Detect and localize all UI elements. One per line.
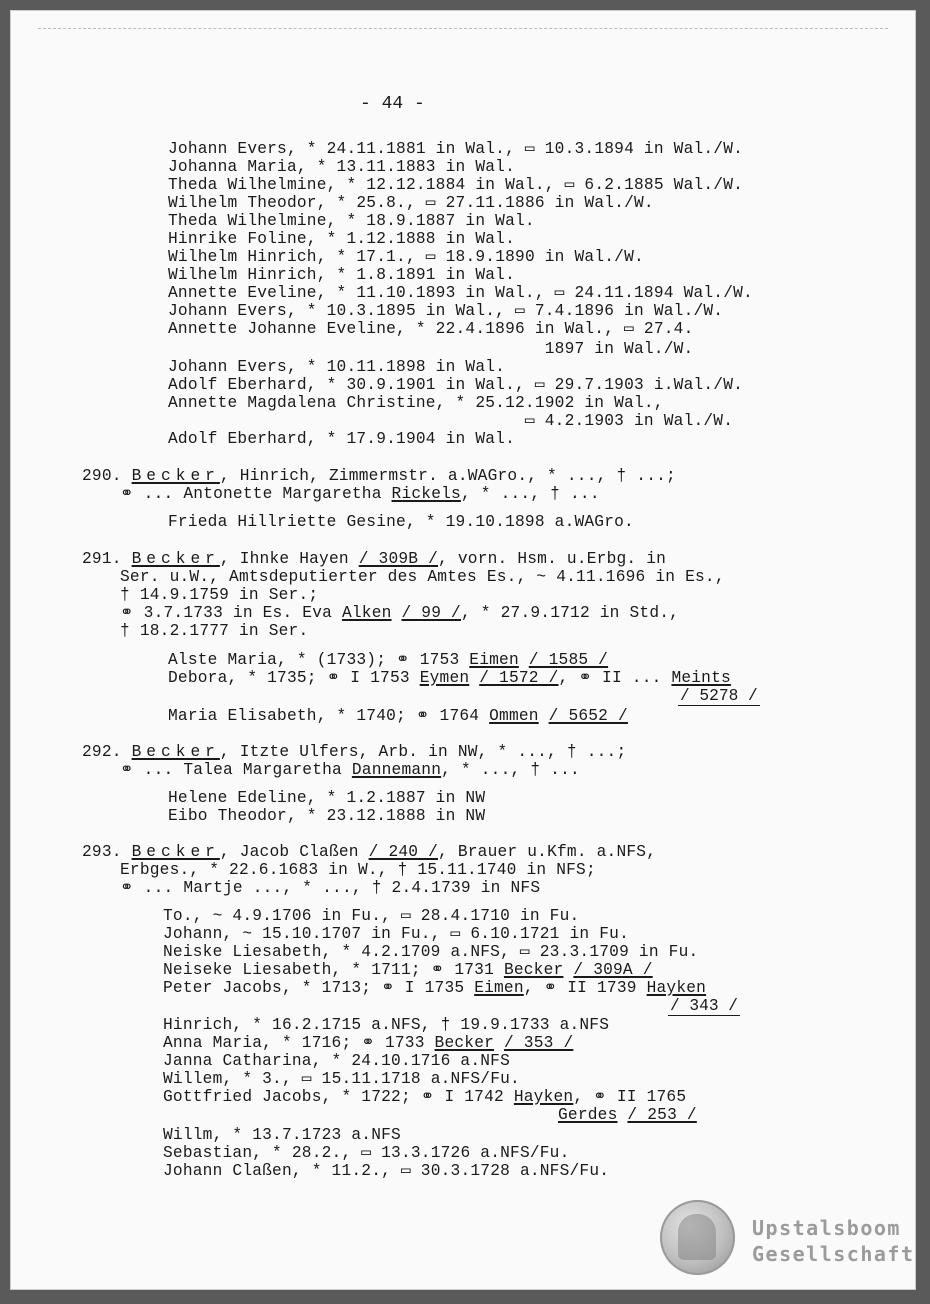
entry-text: , vorn. Hsm. u.Erbg. in [438, 550, 667, 568]
entry-text: Maria Elisabeth, * 1740; ⚭ 1764 [168, 707, 490, 725]
entry-surname: Becker [131, 550, 220, 568]
entry-text: Alste Maria, * (1733); ⚭ 1753 [168, 651, 470, 669]
reference-number: / 1572 / [479, 669, 559, 687]
entry-surname: Becker [131, 467, 220, 485]
list-item: Annette Magdalena Christine, * 25.12.1902 in Wal., [168, 394, 664, 412]
reference-label: / 343 / [670, 997, 738, 1015]
entry-text: ⚭ 3.7.1733 in Es. Eva [120, 604, 342, 622]
entry-text: , Brauer u.Kfm. a.NFS, [438, 843, 657, 861]
list-item: To., ~ 4.9.1706 in Fu., ▭ 28.4.1710 in Fu. [163, 907, 580, 925]
reference-number: / 309A / [573, 961, 653, 979]
list-item: Sebastian, * 28.2., ▭ 13.3.1726 a.NFS/Fu. [163, 1144, 570, 1162]
list-item: ▭ 4.2.1903 in Wal./W. [168, 412, 734, 430]
entry-292-header [82, 743, 626, 761]
entry-text: ⚭ ... Talea Margaretha [120, 761, 352, 779]
spouse-surname: Hayken [646, 979, 707, 997]
entry-text: Erbges., * 22.6.1683 in W., † 15.11.1740 in NFS; [120, 861, 596, 879]
brand-name-line1: Upstalsboom [752, 1216, 901, 1240]
spouse-surname: Becker [434, 1034, 495, 1052]
entry-291-marriage [120, 604, 679, 622]
list-item: Theda Wilhelmine, * 12.12.1884 in Wal., ▭ 6.2.1885 Wal./W. [168, 176, 744, 194]
entry-text: , Itzte Ulfers, Arb. in NW, * ..., † ...; [219, 743, 627, 761]
entry-text: ⚭ ... Martje ..., * ..., † 2.4.1739 in NFS [120, 879, 541, 897]
list-item: Wilhelm Hinrich, * 17.1., ▭ 18.9.1890 in Wal./W. [168, 248, 644, 266]
page-top-rule [38, 28, 888, 29]
list-item: Theda Wilhelmine, * 18.9.1887 in Wal. [168, 212, 535, 230]
seal-icon [660, 1200, 735, 1275]
spouse-surname: Ommen [489, 707, 539, 725]
list-item: 1897 in Wal./W. [168, 340, 694, 358]
list-item: Annette Eveline, * 11.10.1893 in Wal., ▭ 24.11.1894 Wal./W. [168, 284, 753, 302]
entry-text: † 14.9.1759 in Ser.; [120, 586, 319, 604]
list-item: Hinrich, * 16.2.1715 a.NFS, † 19.9.1733 a.NFS [163, 1016, 610, 1034]
spouse-surname: Eimen [469, 651, 519, 669]
entry-text: , Ihnke Hayen [219, 550, 359, 568]
spouse-surname: Meints [671, 669, 731, 687]
list-item [163, 1088, 686, 1106]
list-item [558, 1106, 697, 1124]
entry-293-header [82, 843, 656, 861]
list-item: Wilhelm Hinrich, * 1.8.1891 in Wal. [168, 266, 515, 284]
entry-text: , * 27.9.1712 in Std., [460, 604, 680, 622]
list-item [168, 707, 628, 725]
list-item: Adolf Eberhard, * 17.9.1904 in Wal. [168, 430, 515, 448]
entry-text: , ⚭ II ... [558, 669, 672, 687]
list-item: Adolf Eberhard, * 30.9.1901 in Wal., ▭ 29.7.1903 i.Wal./W. [168, 376, 744, 394]
entry-number: 293. [82, 843, 122, 861]
list-item [163, 1034, 573, 1052]
entry-290-header [82, 467, 676, 485]
list-item [163, 979, 706, 997]
entry-text: Gottfried Jacobs, * 1722; ⚭ I 1742 [163, 1088, 514, 1106]
entry-290-marriage [120, 485, 600, 503]
entry-text: , ⚭ II 1739 [523, 979, 647, 997]
entry-292-marriage [120, 761, 580, 779]
list-item: Johann Evers, * 10.3.1895 in Wal., ▭ 7.4.1896 in Wal./W. [168, 302, 724, 320]
reference-number [668, 997, 740, 1015]
spouse-surname: Rickels [391, 485, 461, 503]
reference-number: / 99 / [401, 604, 461, 622]
list-item: Willm, * 13.7.1723 a.NFS [163, 1126, 401, 1144]
spouse-surname: Becker [503, 961, 564, 979]
entry-text: Anna Maria, * 1716; ⚭ 1733 [163, 1034, 435, 1052]
reference-number: / 309B / [358, 550, 439, 568]
page-number: - 44 - [360, 94, 425, 114]
list-item: Neiske Liesabeth, * 4.2.1709 a.NFS, ▭ 23.3.1709 in Fu. [163, 943, 699, 961]
reference-number: / 240 / [368, 843, 439, 861]
reference-number: / 353 / [503, 1034, 574, 1052]
spouse-surname: Hayken [513, 1088, 574, 1106]
entry-text: Peter Jacobs, * 1713; ⚭ I 1735 [163, 979, 475, 997]
list-item: Hinrike Foline, * 1.12.1888 in Wal. [168, 230, 515, 248]
reference-label: / 5278 / [680, 687, 758, 705]
reference-number: / 253 / [627, 1106, 697, 1124]
entry-text: Neiseke Liesabeth, * 1711; ⚭ 1731 [163, 961, 504, 979]
spouse-surname: Eimen [474, 979, 524, 997]
entry-surname: Becker [131, 843, 220, 861]
entry-text: ⚭ ... Antonette Margaretha [120, 485, 392, 503]
document-page [10, 10, 916, 1290]
entry-text: , Hinrich, Zimmermstr. a.WAGro., * ..., † ...; [219, 467, 676, 485]
entry-text: , ⚭ II 1765 [573, 1088, 687, 1106]
entry-text: , Jacob Claßen [219, 843, 369, 861]
entry-text: , * ..., † ... [441, 761, 580, 779]
entry-number: 290. [82, 467, 122, 485]
list-item: Johanna Maria, * 13.11.1883 in Wal. [168, 158, 515, 176]
brand-name-line2: Gesellschaft [752, 1242, 915, 1266]
list-item: Willem, * 3., ▭ 15.11.1718 a.NFS/Fu. [163, 1070, 520, 1088]
spouse-surname: Gerdes [558, 1106, 618, 1124]
entry-text: † 18.2.1777 in Ser. [120, 622, 309, 640]
list-item [163, 961, 653, 979]
reference-number: / 5652 / [548, 707, 628, 725]
entry-number: 292. [82, 743, 122, 761]
entry-surname: Becker [131, 743, 220, 761]
list-item: Helene Edeline, * 1.2.1887 in NW [168, 789, 486, 807]
list-item: Johann Evers, * 10.11.1898 in Wal. [168, 358, 506, 376]
list-item: Wilhelm Theodor, * 25.8., ▭ 27.11.1886 in Wal./W. [168, 194, 654, 212]
entry-text: , * ..., † ... [460, 485, 600, 503]
entry-text: Ser. u.W., Amtsdeputierter des Amtes Es., ~ 4.11.1696 in Es., [120, 568, 725, 586]
list-item: Frieda Hillriette Gesine, * 19.10.1898 a.WAGro. [168, 513, 634, 531]
reference-number [678, 687, 760, 705]
list-item: Johann Claßen, * 11.2., ▭ 30.3.1728 a.NFS/Fu. [163, 1162, 610, 1180]
list-item: Eibo Theodor, * 23.12.1888 in NW [168, 807, 486, 825]
spouse-surname: Alken [341, 604, 392, 622]
list-item: Johann Evers, * 24.11.1881 in Wal., ▭ 10.3.1894 in Wal./W. [168, 140, 744, 158]
list-item [168, 669, 731, 687]
list-item: Annette Johanne Eveline, * 22.4.1896 in Wal., ▭ 27.4. [168, 320, 694, 338]
list-item: Johann, ~ 15.10.1707 in Fu., ▭ 6.10.1721 in Fu. [163, 925, 629, 943]
entry-number: 291. [82, 550, 122, 568]
reference-number: / 1585 / [528, 651, 609, 669]
entry-text: Debora, * 1735; ⚭ I 1753 [168, 669, 420, 687]
spouse-surname: Dannemann [351, 761, 442, 779]
list-item [168, 651, 608, 669]
spouse-surname: Eymen [419, 669, 470, 687]
list-item: Janna Catharina, * 24.10.1716 a.NFS [163, 1052, 510, 1070]
entry-291-header [82, 550, 666, 568]
